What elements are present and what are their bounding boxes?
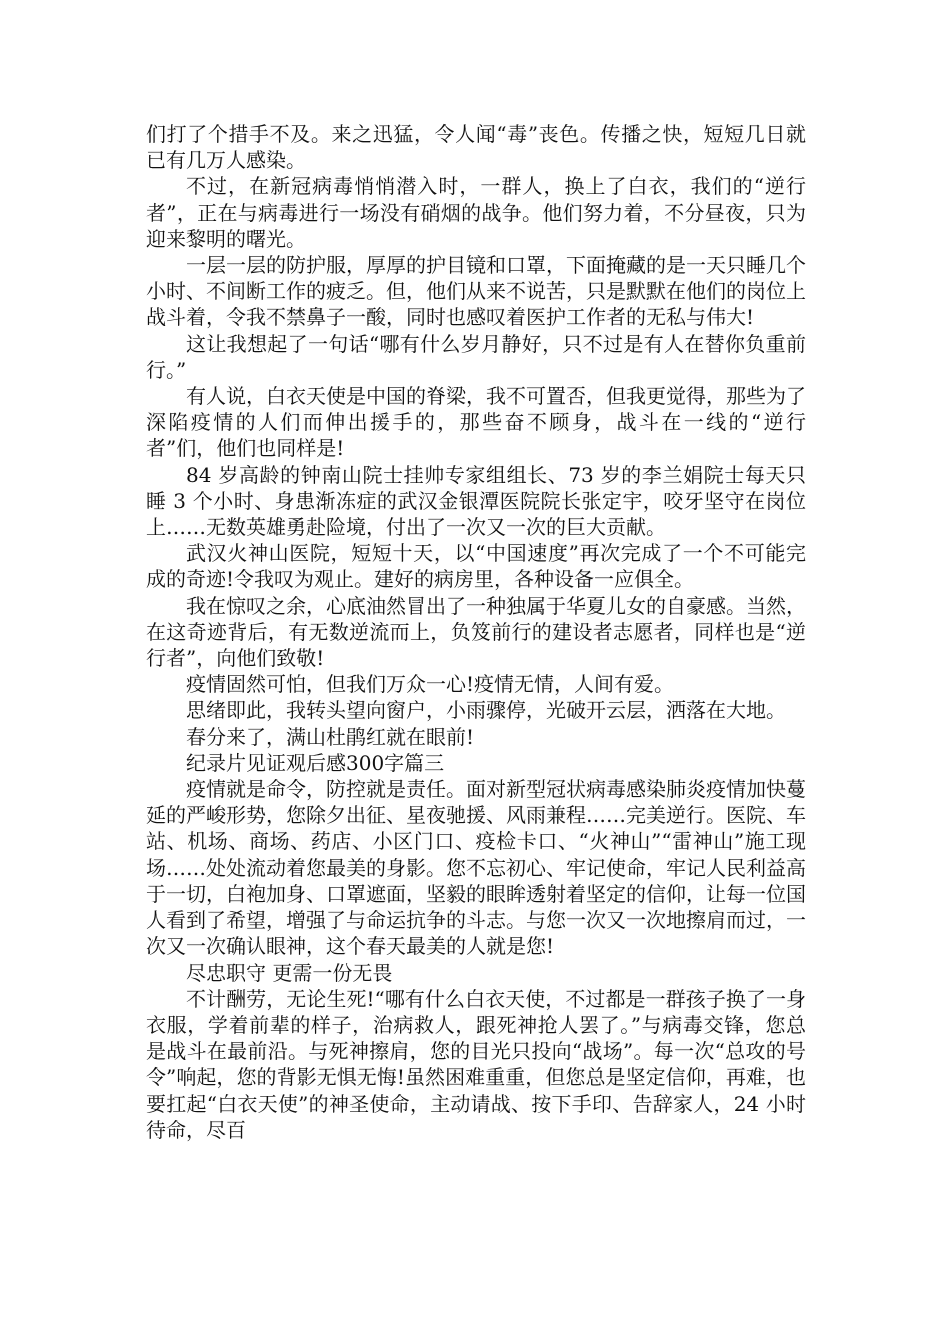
paragraph: 一层一层的防护服，厚厚的护目镜和口罩，下面掩藏的是一天只睡几个小时、不间断工作的疲乏。但，他们从来不说苦，只是默默在他们的岗位上战斗着，令我不禁鼻子一酸，同时也感叹着医护工作者的无私与伟大!	[146, 253, 806, 330]
paragraph: 有人说，白衣天使是中国的脊梁，我不可置否，但我更觉得，那些为了深陷疫情的人们而伸出援手的，那些奋不顾身，战斗在一线的“逆行者”们，他们也同样是!	[146, 384, 806, 461]
paragraph: 武汉火神山医院，短短十天，以“中国速度”再次完成了一个不可能完成的奇迹!令我叹为观止。建好的病房里，各种设备一应俱全。	[146, 541, 806, 592]
paragraph: 这让我想起了一句话“哪有什么岁月静好，只不过是有人在替你负重前行。”	[146, 331, 806, 382]
paragraph: 我在惊叹之余，心底油然冒出了一种独属于华夏儿女的自豪感。当然，在这奇迹背后，有无数逆流而上，负笈前行的建设者志愿者，同样也是“逆行者”，向他们致敬!	[146, 593, 806, 671]
paragraph: 84 岁高龄的钟南山院士挂帅专家组组长、73 岁的李兰娟院士每天只睡 3 个小时、身患渐冻症的武汉金银潭医院院长张定宇，咬牙坚守在岗位上……无数英雄勇赴险境，付出了一次又一次的巨大贡献。	[146, 462, 806, 540]
paragraph: 们打了个措手不及。来之迅猛，令人闻“毒”丧色。传播之快，短短几日就已有几万人感染。	[146, 122, 806, 173]
paragraph: 不计酬劳，无论生死!“哪有什么白衣天使，不过都是一群孩子换了一身衣服，学着前辈的样子，治病救人，跟死神抢人罢了。”与病毒交锋，您总是战斗在最前沿。与死神擦肩，您的目光只投向“战场”。每一次“总攻的号令”响起，您的背影无惧无悔!虽然困难重重，但您总是坚定信仰，再难，也要扛起“白衣天使”的神圣使命，主动请战、按下手印、告辞家人，24 小时待命，尽百	[146, 986, 806, 1142]
paragraph: 思绪即此，我转头望向窗户，小雨骤停，光破开云层，洒落在大地。	[186, 698, 786, 723]
paragraph: 疫情就是命令，防控就是责任。面对新型冠状病毒感染肺炎疫情加快蔓延的严峻形势，您除夕出征、星夜驰援、风雨兼程……完美逆行。医院、车站、机场、商场、药店、小区门口、疫检卡口、“火神山”“雷神山”施工现场……处处流动着您最美的身影。您不忘初心、牢记使命，牢记人民利益高于一切，白袍加身、口罩遮面，坚毅的眼眸透射着坚定的信仰，让每一位国人看到了希望，增强了与命运抗争的斗志。与您一次又一次地擦肩而过，一次又一次确认眼神，这个春天最美的人就是您!	[146, 777, 806, 959]
paragraph: 疫情固然可怕，但我们万众一心!疫情无情，人间有爱。	[186, 672, 675, 697]
paragraph: 春分来了，满山杜鹃红就在眼前!	[186, 724, 475, 749]
section-subheading: 尽忠职守 更需一份无畏	[186, 960, 393, 985]
paragraph: 不过，在新冠病毒悄悄潜入时，一群人，换上了白衣，我们的“逆行者”，正在与病毒进行一场没有硝烟的战争。他们努力着，不分昼夜，只为迎来黎明的曙光。	[146, 174, 806, 251]
section-heading: 纪录片见证观后感300字篇三	[186, 750, 445, 775]
document-page	[146, 121, 806, 1143]
